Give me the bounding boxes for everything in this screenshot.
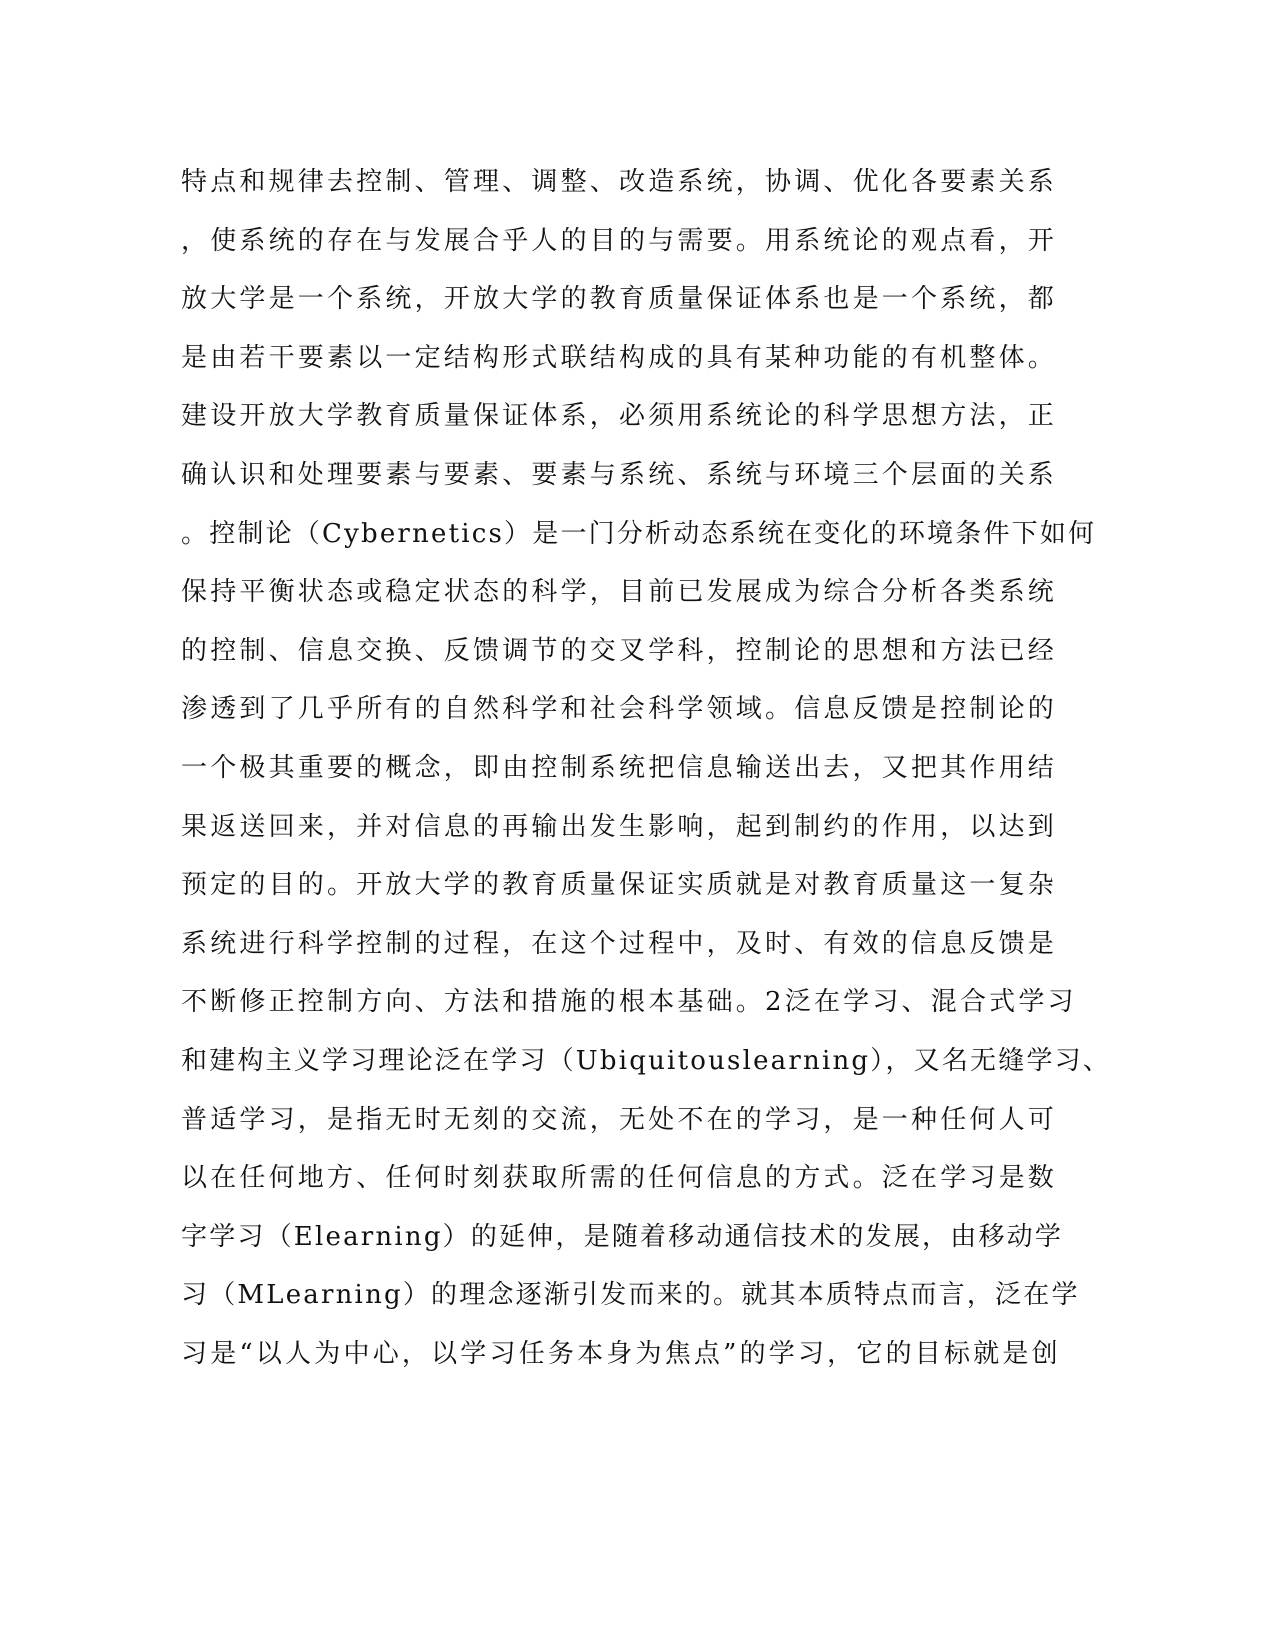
text-line: 渗透到了几乎所有的自然科学和社会科学领域。信息反馈是控制论的: [181, 694, 1058, 725]
text-line: 特点和规律去控制、管理、调整、改造系统，协调、优化各要素关系: [181, 167, 1058, 197]
text-line: 果返送回来，并对信息的再输出发生影响，起到制约的作用，以达到: [181, 811, 1058, 842]
text-line: ，使系统的存在与发展合乎人的目的与需要。用系统论的观点看，开: [181, 225, 1058, 256]
text-line: 习是“以人为中心，以学习任务本身为焦点”的学习，它的目标就是创: [181, 1338, 1061, 1369]
text-line: 是由若干要素以一定结构形式联结构成的具有某种功能的有机整体。: [181, 342, 1058, 373]
text-line: 和建构主义学习理论泛在学习（Ubiquitouslearning），又名无缝学习、: [181, 1045, 1112, 1076]
text-line: 以在任何地方、任何时刻获取所需的任何信息的方式。泛在学习是数: [181, 1163, 1058, 1194]
text-line: 保持平衡状态或稳定状态的科学，目前已发展成为综合分析各类系统: [181, 577, 1058, 608]
text-line: 建设开放大学教育质量保证体系，必须用系统论的科学思想方法，正: [181, 401, 1058, 432]
text-line: 预定的目的。开放大学的教育质量保证实质就是对教育质量这一复杂: [181, 870, 1058, 901]
text-line: 一个极其重要的概念，即由控制系统把信息输送出去，又把其作用结: [181, 752, 1058, 783]
text-line: 系统进行科学控制的过程，在这个过程中，及时、有效的信息反馈是: [181, 928, 1058, 959]
text-line: 习（MLearning）的理念逐渐引发而来的。就其本质特点而言，泛在学: [181, 1280, 1080, 1311]
text-line: 普适学习，是指无时无刻的交流，无处不在的学习，是一种任何人可: [181, 1104, 1058, 1135]
text-line: 的控制、信息交换、反馈调节的交叉学科，控制论的思想和方法已经: [181, 635, 1058, 666]
body-paragraph: [181, 160, 1112, 1390]
text-line: 。控制论（Cybernetics）是一门分析动态系统在变化的环境条件下如何: [181, 518, 1097, 549]
text-line: 字学习（Elearning）的延伸，是随着移动通信技术的发展，由移动学: [181, 1221, 1064, 1252]
text-line: 不断修正控制方向、方法和措施的根本基础。2泛在学习、混合式学习: [181, 987, 1077, 1018]
text-line: 确认识和处理要素与要素、要素与系统、系统与环境三个层面的关系: [181, 459, 1058, 490]
text-line: 放大学是一个系统，开放大学的教育质量保证体系也是一个系统，都: [181, 284, 1058, 315]
